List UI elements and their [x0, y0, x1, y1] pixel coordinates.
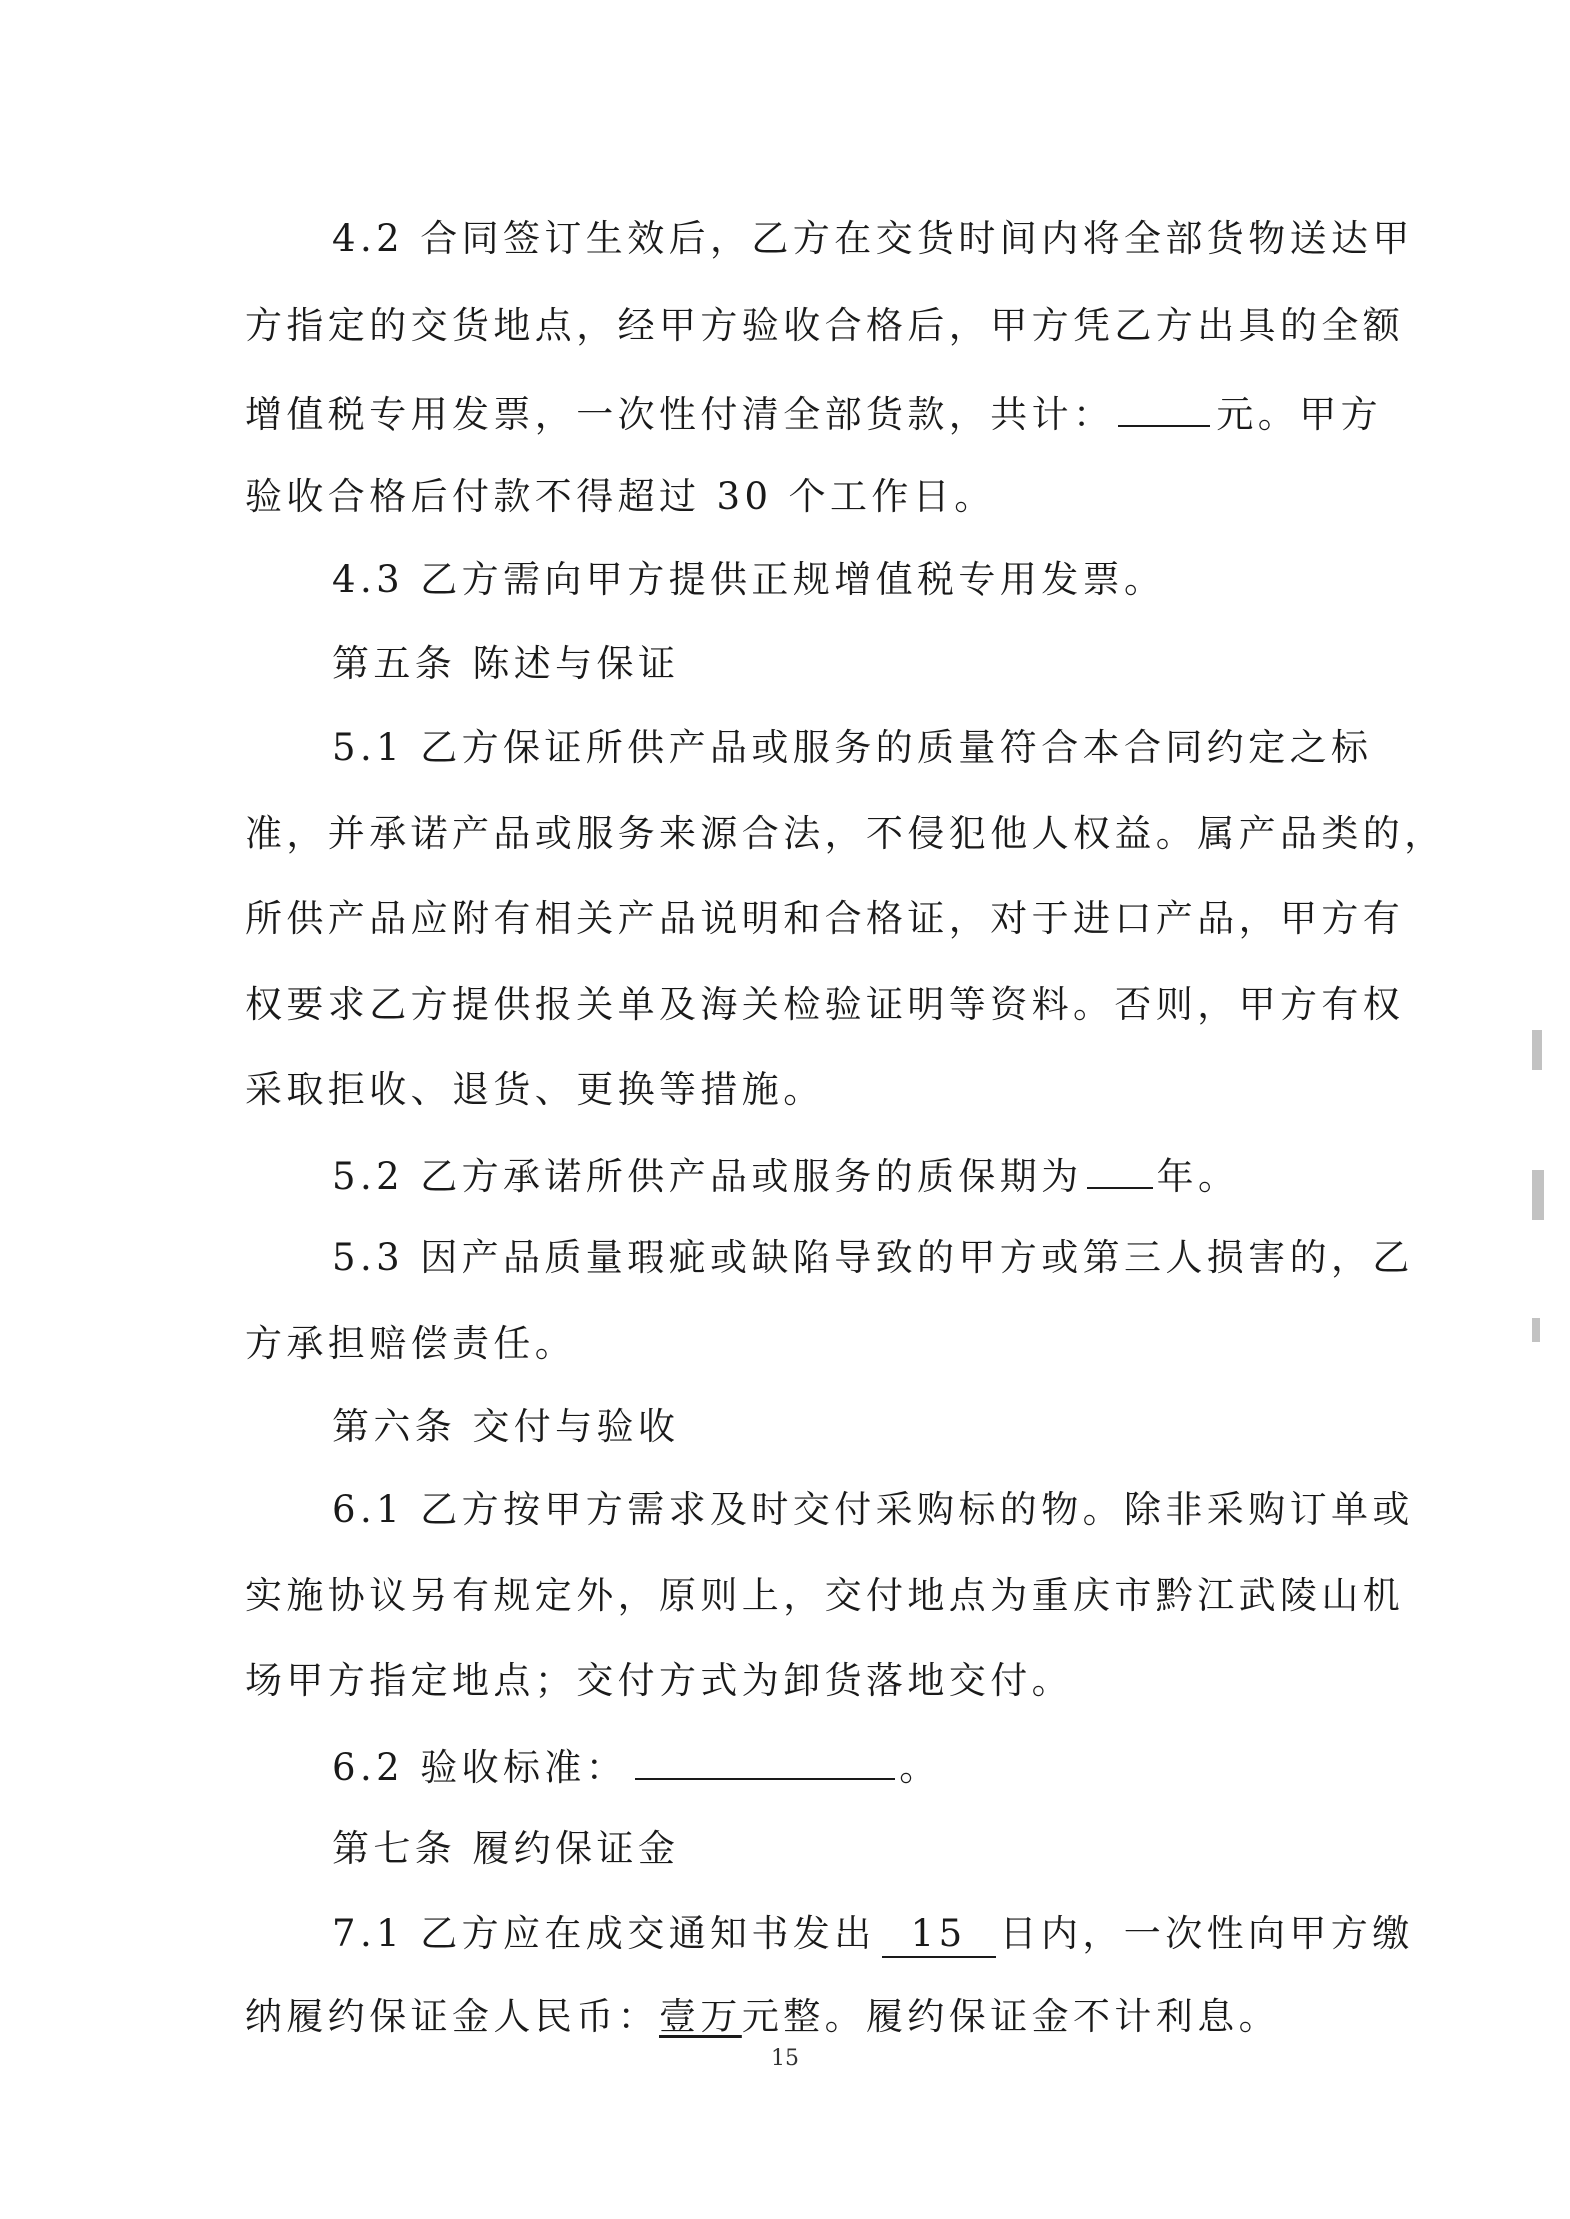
scan-edge-mark [1532, 1318, 1540, 1342]
paragraph-4-2-line-1: 4.2 合同签订生效后，乙方在交货时间内将全部货物送达甲 [332, 217, 1414, 260]
paragraph-4-2-line-4: 验收合格后付款不得超过 30 个工作日。 [245, 475, 996, 518]
paragraph-6-1-line-2: 实施协议另有规定外，原则上，交付地点为重庆市黔江武陵山机 [245, 1574, 1405, 1617]
paragraph-7-1-line-1: 7.1 乙方应在成交通知书发出 15 日内，一次性向甲方缴 [332, 1909, 1414, 1959]
scan-edge-mark [1532, 1170, 1544, 1220]
paragraph-5-1-line-1: 5.1 乙方保证所供产品或服务的质量符合本合同约定之标 [332, 726, 1373, 769]
paragraph-5-2: 5.2 乙方承诺所供产品或服务的质保期为 年。 [332, 1149, 1239, 1202]
paragraph-4-3: 4.3 乙方需向甲方提供正规增值税专用发票。 [332, 558, 1166, 601]
paragraph-5-1-line-5: 采取拒收、退货、更换等措施。 [245, 1068, 825, 1111]
paragraph-4-2-line-3: 增值税专用发票，一次性付清全部货款，共计： 元。甲方 [245, 387, 1382, 440]
warranty-years-blank [1087, 1149, 1153, 1189]
deposit-days-field: 15 [882, 1912, 996, 1958]
paragraph-6-1-line-3: 场甲方指定地点；交付方式为卸货落地交付。 [245, 1659, 1073, 1702]
page-number: 15 [771, 2046, 799, 2071]
paragraph-6-1-line-1: 6.1 乙方按甲方需求及时交付采购标的物。除非采购订单或 [332, 1488, 1414, 1531]
article-6-heading: 第六条 交付与验收 [332, 1405, 680, 1448]
article-7-heading: 第七条 履约保证金 [332, 1827, 680, 1870]
paragraph-5-1-line-2: 准，并承诺产品或服务来源合法，不侵犯他人权益。属产品类的， [245, 812, 1446, 855]
paragraph-4-2-line-2: 方指定的交货地点，经甲方验收合格后，甲方凭乙方出具的全额 [245, 304, 1405, 347]
paragraph-6-2: 6.2 验收标准： 。 [332, 1740, 941, 1793]
scan-edge-mark [1532, 1030, 1542, 1070]
paragraph-5-3-line-2: 方承担赔偿责任。 [245, 1322, 577, 1365]
article-5-heading: 第五条 陈述与保证 [332, 642, 680, 685]
total-amount-blank [1118, 387, 1210, 427]
deposit-amount: 壹万 [659, 1995, 742, 2038]
paragraph-5-1-line-4: 权要求乙方提供报关单及海关检验证明等资料。否则，甲方有权 [245, 983, 1405, 1026]
acceptance-standard-blank [635, 1740, 895, 1780]
paragraph-5-3-line-1: 5.3 因产品质量瑕疵或缺陷导致的甲方或第三人损害的，乙 [332, 1236, 1414, 1279]
paragraph-5-1-line-3: 所供产品应附有相关产品说明和合格证，对于进口产品，甲方有 [245, 897, 1405, 940]
paragraph-7-1-line-2: 纳履约保证金人民币：壹万元整。履约保证金不计利息。 [245, 1995, 1281, 2038]
